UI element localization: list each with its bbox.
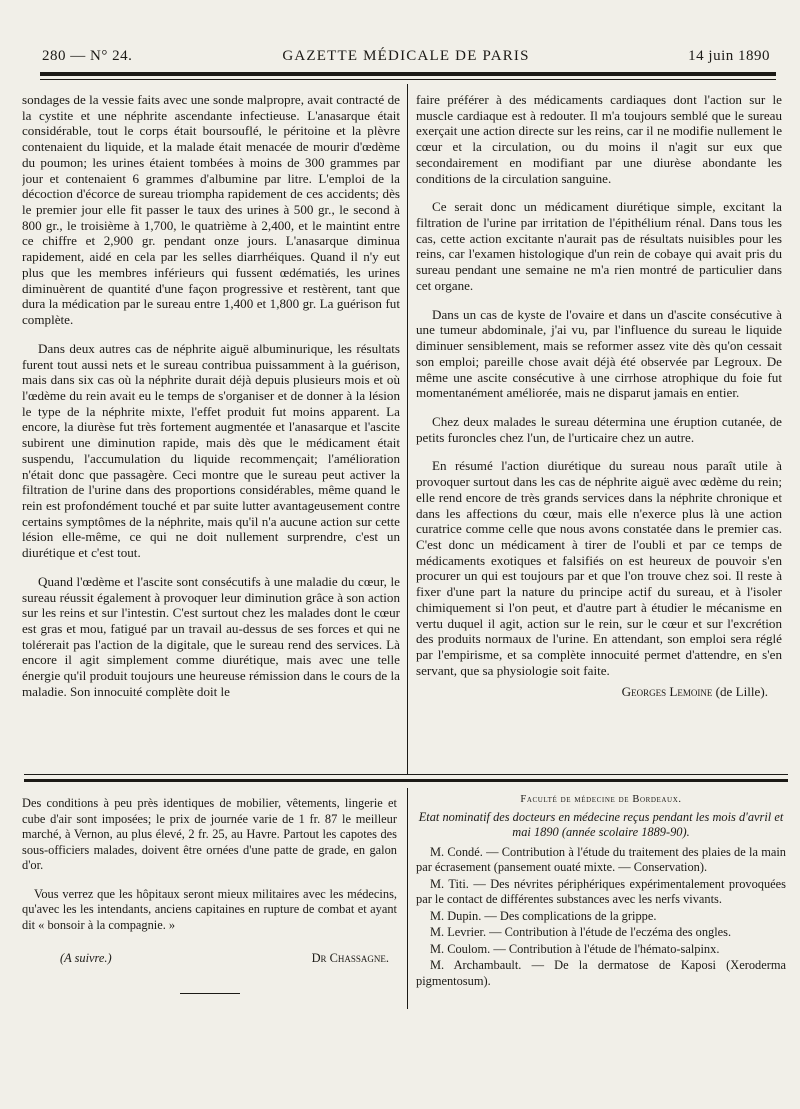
- header-rule-thick: [40, 72, 776, 76]
- right-paragraph: Ce serait donc un médicament diurétique simple, excitant la filtration de l'urine par irritation de l'épithélium rénal. Dans tous les cas, cette action excitante n'aurait pas de résultats nuisibles pour les reins, car l'examen histologique d'un rein de cobaye qui avait pris du sureau pendant une semaine ne m'a rien montré de particulier dans cet organe.: [416, 199, 782, 293]
- list-item: M. Levrier. — Contribution à l'étude de l'eczéma des ongles.: [430, 925, 732, 939]
- signature-place: (de Lille).: [715, 684, 768, 700]
- right-paragraph: faire préférer à des médicaments cardiaques dont l'action sur le muscle cardiaque est à redouter. Il m'a toujours semblé que le sureau exerçait une action directe sur les reins, car il ne modifie nullement le cœur et la circulation, ou du moins il n'agit sur eux que secondairement en modifiant par une diurèse abondante les conditions de la circulation sanguine.: [416, 92, 782, 186]
- feuilleton-footer: [22, 951, 397, 967]
- column-divider-bottom: [407, 788, 408, 1009]
- list-item: M. Coulom. — Contribution à l'étude de l'hémato-salpinx.: [430, 941, 720, 956]
- right-paragraph: Chez deux malades le sureau détermina une éruption cutanée, de petits furoncles chez l'un, de l'urticaire chez un autre.: [416, 413, 782, 445]
- list-item: M. Archambault. — De la dermatose de Kaposi (Xeroderma pigmentosum).: [416, 958, 786, 988]
- bottom-right-column: [416, 778, 786, 1028]
- feuilleton-paragraph: Vous verrez que les hôpitaux seront mieux militaires avec les médecins, qu'avec les les intendants, anciens capitaines en rupture de combat et ayant dit « bonsoir à la compagnie. »: [22, 886, 397, 932]
- page-number: 280 — N° 24.: [42, 48, 133, 64]
- list-item: M. Dupin. — Des complications de la grippe.: [430, 908, 657, 923]
- header-rule-thin: [40, 79, 776, 80]
- left-paragraph: Dans deux autres cas de néphrite aiguë albuminurique, les résultats furent tout aussi nets et le sureau contribua puissamment à la guérison, mais dans six cas où la néphrite durait déjà depuis plusieurs mois et où l'œdème du rein avait eu le temps de s'organiser et de donner à la lésion le type de la néphrite mixte, l'effet produit fut moins apparent. La encore, la diurèse fut très fortement augmentée et l'anasarque et l'ascite subirent une diminution rapide, mais dès que le médicament était suspendu, l'accumulation du liquide recommençait; l'amélioration n'était donc que passagère. Ceci montre que le sureau peut activer la filtration de l'urine dans des proportions considérables, même quand le rein est profondément touché et par suite lutter avantageusement contre certains symptômes de la néphrite, mais qu'il n'a aucune action sur cette lésion elle-même, ce qui ne doit nullement surprendre, c'est un diurétique et c'est tout.: [22, 340, 400, 561]
- feuilleton-paragraph: Des conditions à peu près identiques de mobilier, vêtements, lingerie et cube d'air sont imposées; le prix de journée varie de 1 fr. 87 le meilleur marché, à Vernon, au plus élevé, 2 fr. 25, au Havre. Partout les capotes des sous-officiers malades, doivent être ornées d'une patte de grade, en galon d'or.: [22, 796, 397, 872]
- list-item: M. Condé. — Contribution à l'étude du traitement des plaies de la main par écrasement (pansement ouaté mixte. — Conservation).: [416, 844, 786, 874]
- left-paragraph: Quand l'œdème et l'ascite sont consécutifs à une maladie du cœur, le sureau réussit également à provoquer leur diminution grâce à son action sur les reins et sur l'intestin. C'est surtout chez les malades dont le cœur est gras et mou, fatigué par un travail au-dessus de ses forces et qui ne tolérerait pas l'action de la digitale, que le sureau rend des services. Là encore il agit simplement comme diurétique, mais avec une telle énergie qu'il produit toujours une heureuse rémission dans le cours de la maladie. Son innocuité complète doit le: [22, 573, 400, 699]
- right-paragraph: En résumé l'action diurétique du sureau nous paraît utile à provoquer surtout dans les cas de néphrite aiguë avec œdème du rein; elle rend encore de très grands services dans la néphrite chronique et dans les affections du cœur, mais elle n'exerce plus là une action curatrice comme celle que nous avons constatée dans le premier cas. C'est donc un médicament à tirer de l'oubli et par ce temps de médicaments exotiques et falsifiés on est heureux de pouvoir s'en procurer un qui est toujours par et que l'on trouve chez soi. Il reste à fixer d'une part la nature du principe actif du sureau, et à l'isoler chimiquement si l'on peut, et d'autre part à étudier le mécanisme en vertu duquel il agit, action sur le rein, sur le cœur et sur l'excrétion des produits normaux de l'urine. En attendant, son emploi sera réglé par l'empirisme, et sa complète innocuité permet d'attendre, en s'en servant, que sa physiologie soit faite.: [416, 458, 782, 678]
- end-rule: [180, 993, 240, 994]
- journal-title: GAZETTE MÉDICALE DE PARIS: [282, 48, 530, 64]
- column-divider: [407, 84, 408, 774]
- list-item: M. Titi. — Des névrites périphériques expérimentalement provoquées par le contact de différentes substances avec les nerfs vivants.: [416, 876, 786, 906]
- article-signature: [416, 684, 782, 700]
- bottom-left-column: [22, 796, 397, 1036]
- etat-nominatif-line: Etat nominatif des docteurs en médecine reçus pendant les mois d'avril et mai 1890 (année scolaire 1889-90).: [418, 809, 784, 839]
- left-paragraph: sondages de la vessie faits avec une sonde malpropre, avait contracté de la cystite et une néphrite ascendante infectieuse. L'anasarque était considérable, tout le corps était boursouflé, le péritoine et la plèvre contenaient du liquide, et la malade était menacée de mourir d'œdème du poumon; les urines étaient tombées à moins de 300 grammes par jour et contenaient 6 grammes d'albumine par litre. L'emploi de la décoction d'écorce de sureau triompha rapidement de ces accidents; dès le premier jour elle fit passer le taux des urines à 500 gr., le second à 800 gr., le troisième à 1,700, le quatrième à 2,400, et le maintint entre ce chiffre et 2,900 gr. pendant onze jours. L'anasarque diminua rapidement, aidé en cela par les selles diarrhéiques. Quand il n'y eut plus que les membres inférieurs qui fussent œdématiés, les urines diminuèrent de quantité d'une façon progressive et restèrent, tant que dura la médication par le sureau entre 1,400 et 1,800 gr. La guérison fut complète.: [22, 92, 400, 328]
- faculty-heading: Faculté de médecine de Bordeaux.: [520, 794, 682, 805]
- signature-name: Georges Lemoine: [621, 684, 713, 700]
- right-paragraph: Dans un cas de kyste de l'ovaire et dans un d'ascite consécutive à une tumeur abdominale, j'ai vu, par l'influence du sureau le liquide diminuer sensiblement, mais se reformer assez vite dès qu'on cessait son emploi; pareille chose avait déjà été observée par Legroux. De même une ascite consécutive à une cirrhose atrophique du foie fut momentanément améliorée, mais ne disparut jamais en entier.: [416, 306, 782, 401]
- right-column: [416, 92, 782, 754]
- section-rule-thin: [24, 774, 788, 775]
- doctors-list: [416, 845, 786, 990]
- page-header: [42, 46, 770, 68]
- a-suivre-note: (A suivre.): [60, 951, 112, 965]
- left-column: [22, 92, 400, 754]
- feuilleton-author: Dr Chassagne.: [311, 951, 389, 965]
- issue-date: 14 juin 1890: [688, 48, 770, 64]
